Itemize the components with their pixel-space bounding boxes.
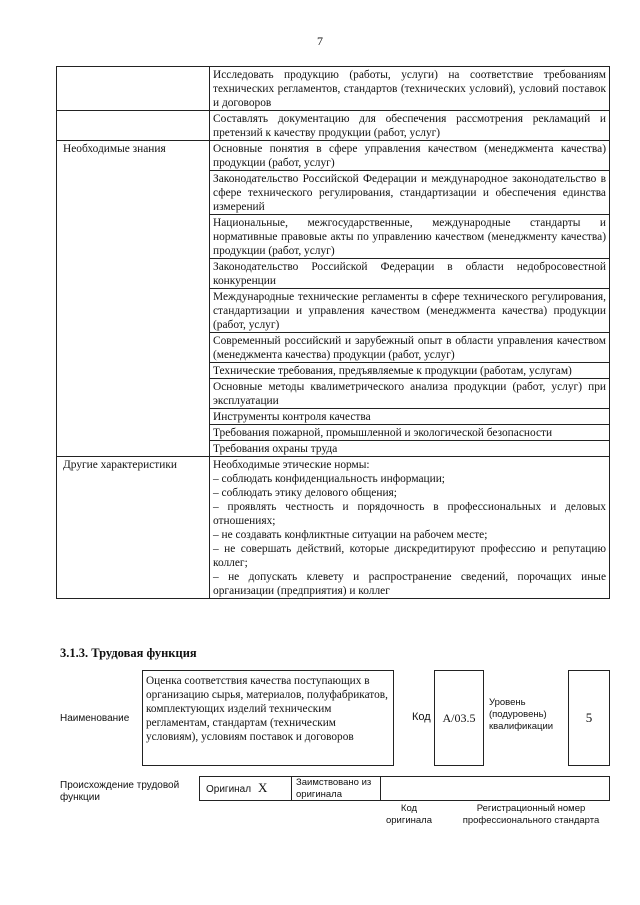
original-mark: X bbox=[258, 780, 268, 795]
knowledge-item: Законодательство Российской Федерации в области недобросовестной конкуренции bbox=[210, 259, 610, 289]
table-cell: Составлять документацию для обеспечения рассмотрения рекламаций и претензий к качеству продукции (работ, услуг) bbox=[210, 111, 610, 141]
level-box bbox=[568, 670, 610, 766]
other-line: – не допускать клевету и распространение сведений, порочащих иные организации (предприятия) и коллег bbox=[213, 571, 606, 597]
knowledge-item: Технические требования, предъявляемые к продукции (работам, услугам) bbox=[210, 363, 610, 379]
table-row bbox=[57, 111, 610, 141]
function-name: Оценка соответствия качества поступающих в организацию сырья, материалов, полуфабрикатов, комплектующих изделий техническим регламентам, стандартам (техническим условиям), условиям поставок и договоров bbox=[146, 675, 388, 743]
knowledge-item: Международные технические регламенты в сфере технического регулирования, стандартизации и управления качеством (менеджмента качества) продукции (работ, услуг) bbox=[210, 289, 610, 333]
table-row bbox=[57, 457, 610, 599]
other-characteristics bbox=[210, 457, 610, 599]
code-box bbox=[434, 670, 484, 766]
level-value: 5 bbox=[585, 710, 593, 725]
knowledge-item: Требования пожарной, промышленной и экологической безопасности bbox=[210, 425, 610, 441]
other-line: – соблюдать конфиденциальность информации; bbox=[213, 473, 445, 485]
other-line: – соблюдать этику делового общения; bbox=[213, 487, 397, 499]
name-label: Наименование bbox=[60, 713, 130, 724]
original-label: Оригинал bbox=[206, 784, 252, 795]
knowledge-label: Необходимые знания bbox=[57, 141, 210, 457]
code-value: A/03.5 bbox=[442, 711, 476, 725]
other-line: – не создавать конфликтные ситуации на рабочем месте; bbox=[213, 529, 488, 541]
knowledge-item: Национальные, межгосударственные, международные стандарты и нормативные правовые акты по управлению качеством (менеджменту качества) продукции (работ, услуг) bbox=[210, 215, 610, 259]
section-title: 3.1.3. Трудовая функция bbox=[60, 646, 197, 660]
empty-label-cell bbox=[57, 111, 210, 141]
table-row bbox=[57, 67, 610, 111]
knowledge-item: Современный российский и зарубежный опыт в области управления качеством (менеджмента качества) продукции (работ, услуг) bbox=[210, 333, 610, 363]
other-line: – проявлять честность и порядочность в профессиональных и деловых отношениях; bbox=[213, 501, 606, 527]
other-line: Необходимые этические нормы: bbox=[213, 459, 370, 471]
borrowed-label: Заимствовано из оригинала bbox=[296, 777, 372, 800]
knowledge-skills-table bbox=[56, 66, 610, 599]
other-line: – не совершать действий, которые дискредитируют профессию и репутацию коллег; bbox=[213, 543, 606, 569]
code-label: Код bbox=[412, 711, 431, 723]
knowledge-item: Требования охраны труда bbox=[210, 441, 610, 457]
knowledge-item: Инструменты контроля качества bbox=[210, 409, 610, 425]
origin-label: Происхождение трудовой функции bbox=[60, 780, 180, 803]
knowledge-item: Законодательство Российской Федерации и международное законодательство в сфере технического регулирования, стандартизации и обеспечения единства измерений bbox=[210, 171, 610, 215]
code-original-label: Код оригинала bbox=[385, 803, 432, 826]
table-row bbox=[57, 141, 610, 171]
other-label: Другие характеристики bbox=[57, 457, 210, 599]
table-cell: Исследовать продукцию (работы, услуги) на соответствие требованиям технических регламентов, стандартов (технических условий), условий поставок и договоров bbox=[210, 67, 610, 111]
knowledge-item: Основные методы квалиметрического анализа продукции (работ, услуг) при эксплуатации bbox=[210, 379, 610, 409]
function-name-box bbox=[142, 670, 394, 766]
level-label: Уровень (подуровень) квалификации bbox=[489, 697, 554, 732]
page-number: 7 bbox=[317, 34, 323, 48]
reg-number-label: Регистрационный номер профессионального стандарта bbox=[462, 803, 600, 826]
empty-label-cell bbox=[57, 67, 210, 111]
knowledge-item: Основные понятия в сфере управления качеством (менеджмента качества) продукции (работ, услуг) bbox=[210, 141, 610, 171]
